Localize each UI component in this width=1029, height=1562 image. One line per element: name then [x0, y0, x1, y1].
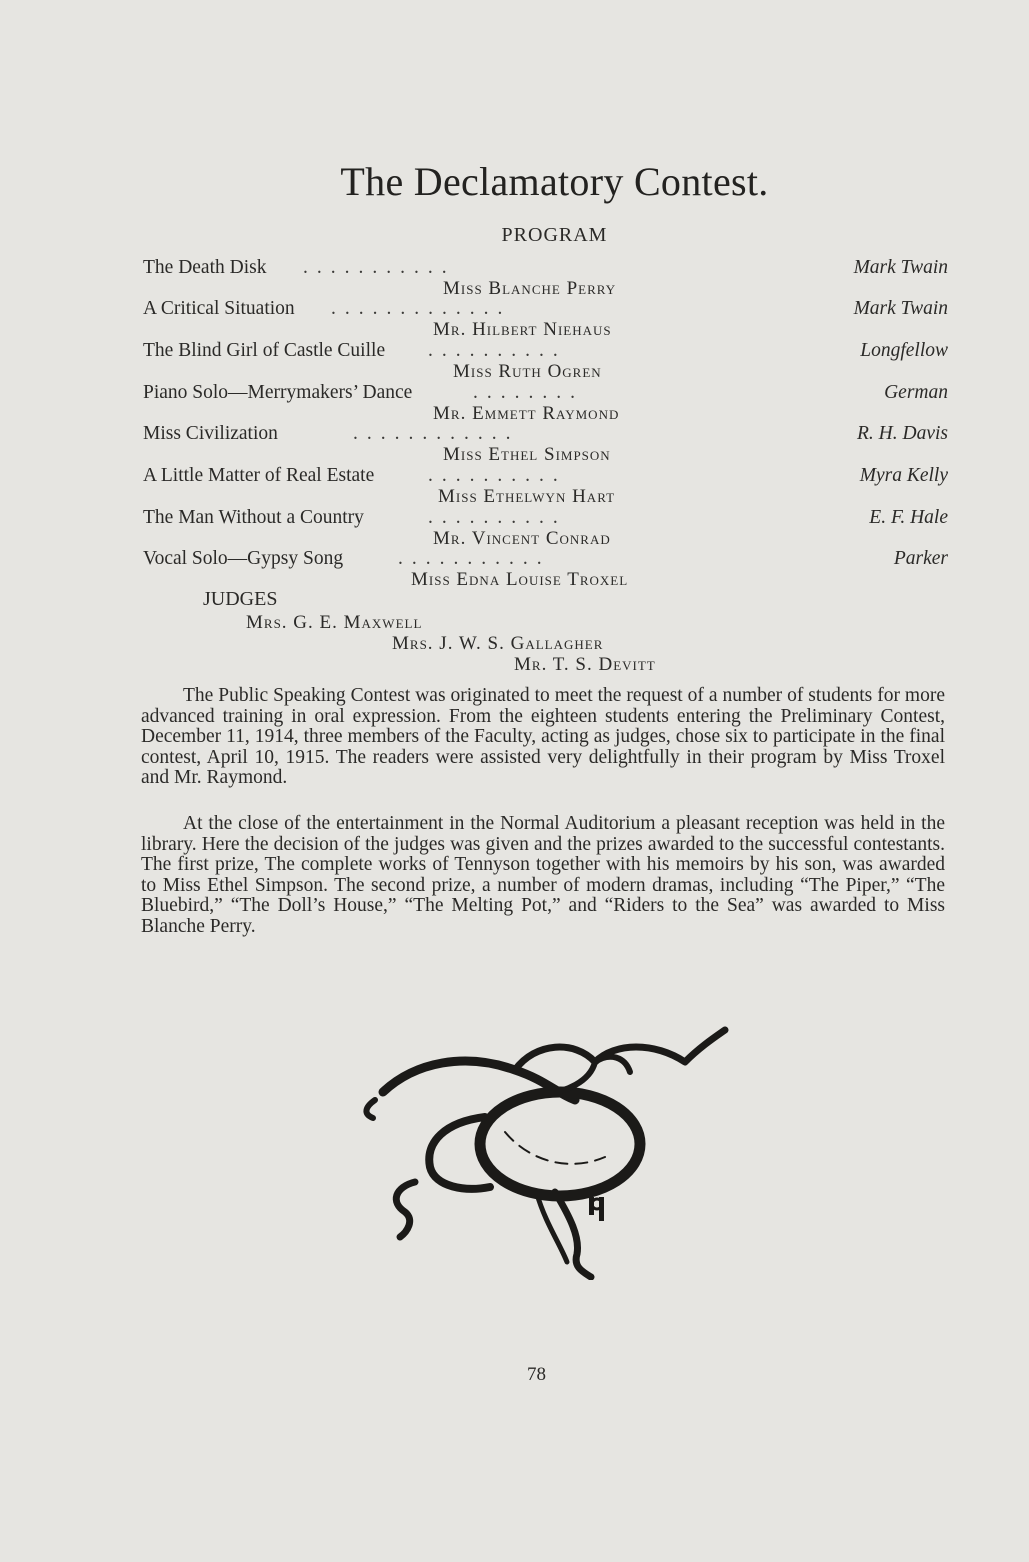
judge-name: Mrs. J. W. S. Gallagher — [392, 633, 604, 654]
program-author: Parker — [893, 548, 948, 569]
leader-dots: ........... — [303, 257, 456, 278]
program-piece: The Man Without a Country — [143, 507, 364, 528]
leader-dots: ........... — [398, 548, 551, 569]
judges-heading: JUDGES — [203, 588, 278, 610]
program-author: Mark Twain — [853, 257, 948, 278]
program-piece: The Death Disk — [143, 257, 267, 278]
program-piece: Miss Civilization — [143, 423, 278, 444]
program-performer: Mr. Hilbert Niehaus — [433, 319, 612, 340]
program-performer: Miss Ruth Ogren — [453, 361, 602, 382]
leader-dots: .......... — [428, 465, 567, 486]
program-performer: Mr. Emmett Raymond — [433, 403, 620, 424]
program-author: German — [884, 382, 948, 403]
program-author: Mark Twain — [853, 298, 948, 319]
program-author: R. H. Davis — [857, 423, 948, 444]
page-number: 78 — [527, 1364, 546, 1385]
program-piece: Vocal Solo—Gypsy Song — [143, 548, 344, 569]
page-title: The Declamatory Contest. — [340, 159, 769, 204]
program-piece: A Critical Situation — [143, 298, 295, 319]
program-performer: Miss Edna Louise Troxel — [411, 569, 629, 590]
monogram-mark — [589, 1197, 604, 1221]
program-piece: Piano Solo—Merrymakers’ Dance — [143, 382, 413, 403]
judge-name: Mr. T. S. Devitt — [514, 654, 656, 675]
ribbon-ornament-illustration — [355, 1022, 735, 1280]
program-performer: Miss Blanche Perry — [443, 278, 617, 299]
leader-dots: ........ — [473, 382, 584, 403]
judge-name: Mrs. G. E. Maxwell — [246, 612, 423, 633]
leader-dots: .......... — [428, 340, 567, 361]
program-piece: A Little Matter of Real Estate — [143, 465, 375, 486]
program-piece: The Blind Girl of Castle Cuille — [143, 340, 386, 361]
program-author: Longfellow — [860, 340, 948, 361]
program-author: Myra Kelly — [859, 465, 948, 486]
program-performer: Mr. Vincent Conrad — [433, 528, 611, 549]
body-paragraph: The Public Speaking Contest was originated to meet the request of a number of students for more advanced training in oral expression. From the eighteen students entering the Preliminary Contest, December 11, 1914, three members of the Faculty, acting as judges, chose six to participate in the final contest, April 10, 1915. The readers were assisted very delightfully in their program by Miss Troxel and Mr. Raymond. — [141, 685, 945, 789]
body-paragraph: At the close of the entertainment in the Normal Auditorium a pleasant reception was held in the library. Here the decision of the judges was given and the prizes awarded to the successful contestants. The first prize, The complete works of Tennyson together with his memoirs by his son, was awarded to Miss Ethel Simpson. The second prize, a number of modern dramas, including “The Piper,” “The Bluebird,” “The Doll’s House,” “The Melting Pot,” and “Riders to the Sea” was awarded to Miss Blanche Perry. — [141, 813, 945, 937]
program-author: E. F. Hale — [869, 507, 948, 528]
program-performer: Miss Ethelwyn Hart — [438, 486, 616, 507]
program-heading: PROGRAM — [501, 224, 608, 246]
leader-dots: ............. — [331, 298, 512, 319]
program-performer: Miss Ethel Simpson — [443, 444, 611, 465]
leader-dots: ............ — [353, 423, 520, 444]
leader-dots: .......... — [428, 507, 567, 528]
